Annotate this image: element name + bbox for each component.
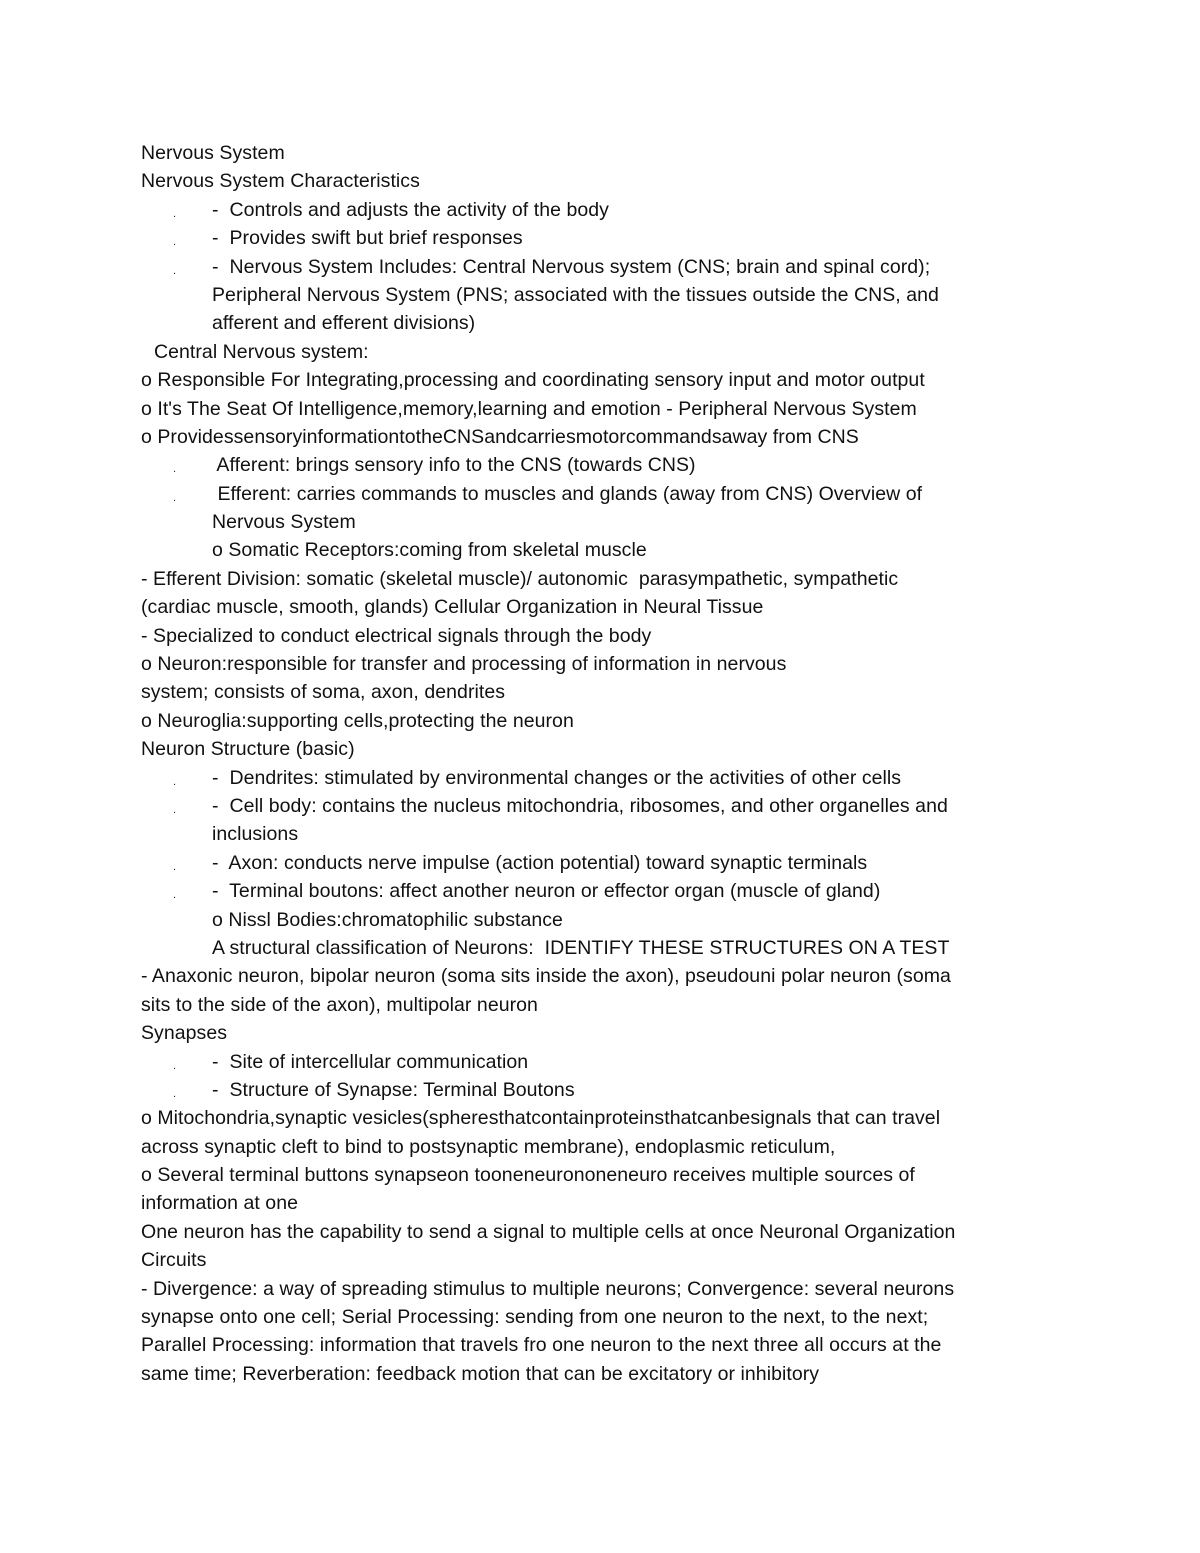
list-bullet: . bbox=[173, 775, 177, 788]
text-line bbox=[141, 167, 1141, 195]
text-line bbox=[141, 536, 1141, 564]
text-line bbox=[141, 1331, 1141, 1359]
text-line bbox=[141, 849, 1141, 877]
line-text: synapse onto one cell; Serial Processing: sending from one neuron to the next, to the next; bbox=[141, 1306, 929, 1329]
text-line bbox=[141, 764, 1141, 792]
text-line bbox=[141, 1189, 1141, 1217]
line-text: One neuron has the capability to send a signal to multiple cells at once Neuronal Organization bbox=[141, 1220, 956, 1243]
list-bullet: . bbox=[173, 803, 177, 816]
line-text: o Somatic Receptors:coming from skeletal muscle bbox=[212, 539, 647, 562]
text-line bbox=[141, 792, 1141, 820]
list-bullet: . bbox=[173, 264, 177, 277]
text-line bbox=[141, 395, 1141, 423]
line-text: - Specialized to conduct electrical signals through the body bbox=[141, 624, 652, 647]
line-text: sits to the side of the axon), multipolar neuron bbox=[141, 993, 538, 1016]
line-text: Neuron Structure (basic) bbox=[141, 738, 355, 761]
line-text: o It's The Seat Of Intelligence,memory,learning and emotion - Peripheral Nervous System bbox=[141, 397, 917, 420]
document-body bbox=[141, 139, 1141, 1388]
text-line bbox=[141, 820, 1141, 848]
text-line bbox=[141, 508, 1141, 536]
line-text: - Divergence: a way of spreading stimulus to multiple neurons; Convergence: several neurons bbox=[141, 1277, 955, 1300]
text-line bbox=[141, 735, 1141, 763]
line-text: Circuits bbox=[141, 1249, 207, 1272]
text-line bbox=[141, 1218, 1141, 1246]
text-line bbox=[141, 1246, 1141, 1274]
list-bullet: . bbox=[173, 1059, 177, 1072]
line-text: Afferent: brings sensory info to the CNS (towards CNS) bbox=[212, 454, 696, 477]
text-line bbox=[141, 423, 1141, 451]
line-text: - Cell body: contains the nucleus mitochondria, ribosomes, and other organelles and bbox=[212, 794, 948, 817]
line-text: inclusions bbox=[212, 823, 299, 846]
text-line bbox=[141, 877, 1141, 905]
text-line bbox=[141, 565, 1141, 593]
text-line bbox=[141, 962, 1141, 990]
line-text: - Controls and adjusts the activity of the body bbox=[212, 198, 609, 221]
text-line bbox=[141, 1303, 1141, 1331]
text-line bbox=[141, 196, 1141, 224]
text-line bbox=[141, 934, 1141, 962]
text-line bbox=[141, 1048, 1141, 1076]
line-text: Central Nervous system: bbox=[154, 340, 369, 363]
line-text: same time; Reverberation: feedback motion that can be excitatory or inhibitory bbox=[141, 1362, 820, 1385]
line-text: - Efferent Division: somatic (skeletal muscle)/ autonomic parasympathetic, sympathetic bbox=[141, 567, 899, 590]
text-line bbox=[141, 678, 1141, 706]
line-text: information at one bbox=[141, 1192, 298, 1215]
list-bullet: . bbox=[173, 207, 177, 220]
line-text: - Provides swift but brief responses bbox=[212, 227, 523, 250]
line-text: o Responsible For Integrating,processing and coordinating sensory input and motor output bbox=[141, 369, 925, 392]
text-line bbox=[141, 1104, 1141, 1132]
text-line bbox=[141, 366, 1141, 394]
list-bullet: . bbox=[173, 491, 177, 504]
line-text: - Axon: conducts nerve impulse (action potential) toward synaptic terminals bbox=[212, 851, 868, 874]
line-text: - Structure of Synapse: Terminal Boutons bbox=[212, 1078, 575, 1101]
text-line bbox=[141, 906, 1141, 934]
text-line bbox=[141, 451, 1141, 479]
list-bullet: . bbox=[173, 463, 177, 476]
line-text: Peripheral Nervous System (PNS; associated with the tissues outside the CNS, and bbox=[212, 283, 939, 306]
list-bullet: . bbox=[173, 1087, 177, 1100]
text-line bbox=[141, 338, 1141, 366]
document-title: Nervous System bbox=[141, 142, 285, 164]
line-text: o Mitochondria,synaptic vesicles(spheresthatcontainproteinsthatcanbesignals that can travel bbox=[141, 1107, 941, 1130]
line-text: Nervous System bbox=[212, 511, 356, 534]
line-text: o Several terminal buttons synapseon tooneneurononeneuro receives multiple sources of bbox=[141, 1164, 915, 1187]
line-text: (cardiac muscle, smooth, glands) Cellular Organization in Neural Tissue bbox=[141, 596, 764, 619]
line-text: - Nervous System Includes: Central Nervous system (CNS; brain and spinal cord); bbox=[212, 255, 931, 278]
line-text: afferent and efferent divisions) bbox=[212, 312, 476, 335]
text-line bbox=[141, 253, 1141, 281]
line-text: - Terminal boutons: affect another neuron or effector organ (muscle of gland) bbox=[212, 880, 881, 903]
text-line bbox=[141, 1019, 1141, 1047]
text-line bbox=[141, 991, 1141, 1019]
line-text: o Neuroglia:supporting cells,protecting the neuron bbox=[141, 709, 574, 732]
line-text: - Site of intercellular communication bbox=[212, 1050, 529, 1073]
line-text: across synaptic cleft to bind to postsynaptic membrane), endoplasmic reticulum, bbox=[141, 1135, 836, 1158]
text-line bbox=[141, 593, 1141, 621]
line-text: system; consists of soma, axon, dendrites bbox=[141, 681, 506, 704]
text-line bbox=[141, 281, 1141, 309]
text-line bbox=[141, 309, 1141, 337]
line-text: Nervous System Characteristics bbox=[141, 170, 420, 193]
text-line bbox=[141, 1076, 1141, 1104]
line-text: o Neuron:responsible for transfer and processing of information in nervous bbox=[141, 653, 787, 676]
list-bullet: . bbox=[173, 236, 177, 249]
text-line bbox=[141, 650, 1141, 678]
text-line bbox=[141, 1133, 1141, 1161]
text-line bbox=[141, 1161, 1141, 1189]
text-line bbox=[141, 1360, 1141, 1388]
text-line bbox=[141, 1275, 1141, 1303]
text-line bbox=[141, 622, 1141, 650]
line-text: - Dendrites: stimulated by environmental changes or the activities of other cells bbox=[212, 766, 902, 789]
line-text: - Anaxonic neuron, bipolar neuron (soma sits inside the axon), pseudouni polar neuron (soma bbox=[141, 965, 951, 988]
line-text: Synapses bbox=[141, 1022, 228, 1045]
text-line bbox=[141, 224, 1141, 252]
text-line bbox=[141, 480, 1141, 508]
line-text: Efferent: carries commands to muscles and glands (away from CNS) Overview of bbox=[212, 482, 923, 505]
list-bullet: . bbox=[173, 889, 177, 902]
line-text: Parallel Processing: information that travels fro one neuron to the next three all occurs at the bbox=[141, 1334, 942, 1357]
line-text: A structural classification of Neurons: IDENTIFY THESE STRUCTURES ON A TEST bbox=[212, 936, 950, 959]
line-text: o ProvidessensoryinformationtotheCNSandcarriesmotorcommandsaway from CNS bbox=[141, 425, 859, 448]
list-bullet: . bbox=[173, 860, 177, 873]
line-text: o Nissl Bodies:chromatophilic substance bbox=[212, 908, 563, 931]
text-line bbox=[141, 707, 1141, 735]
